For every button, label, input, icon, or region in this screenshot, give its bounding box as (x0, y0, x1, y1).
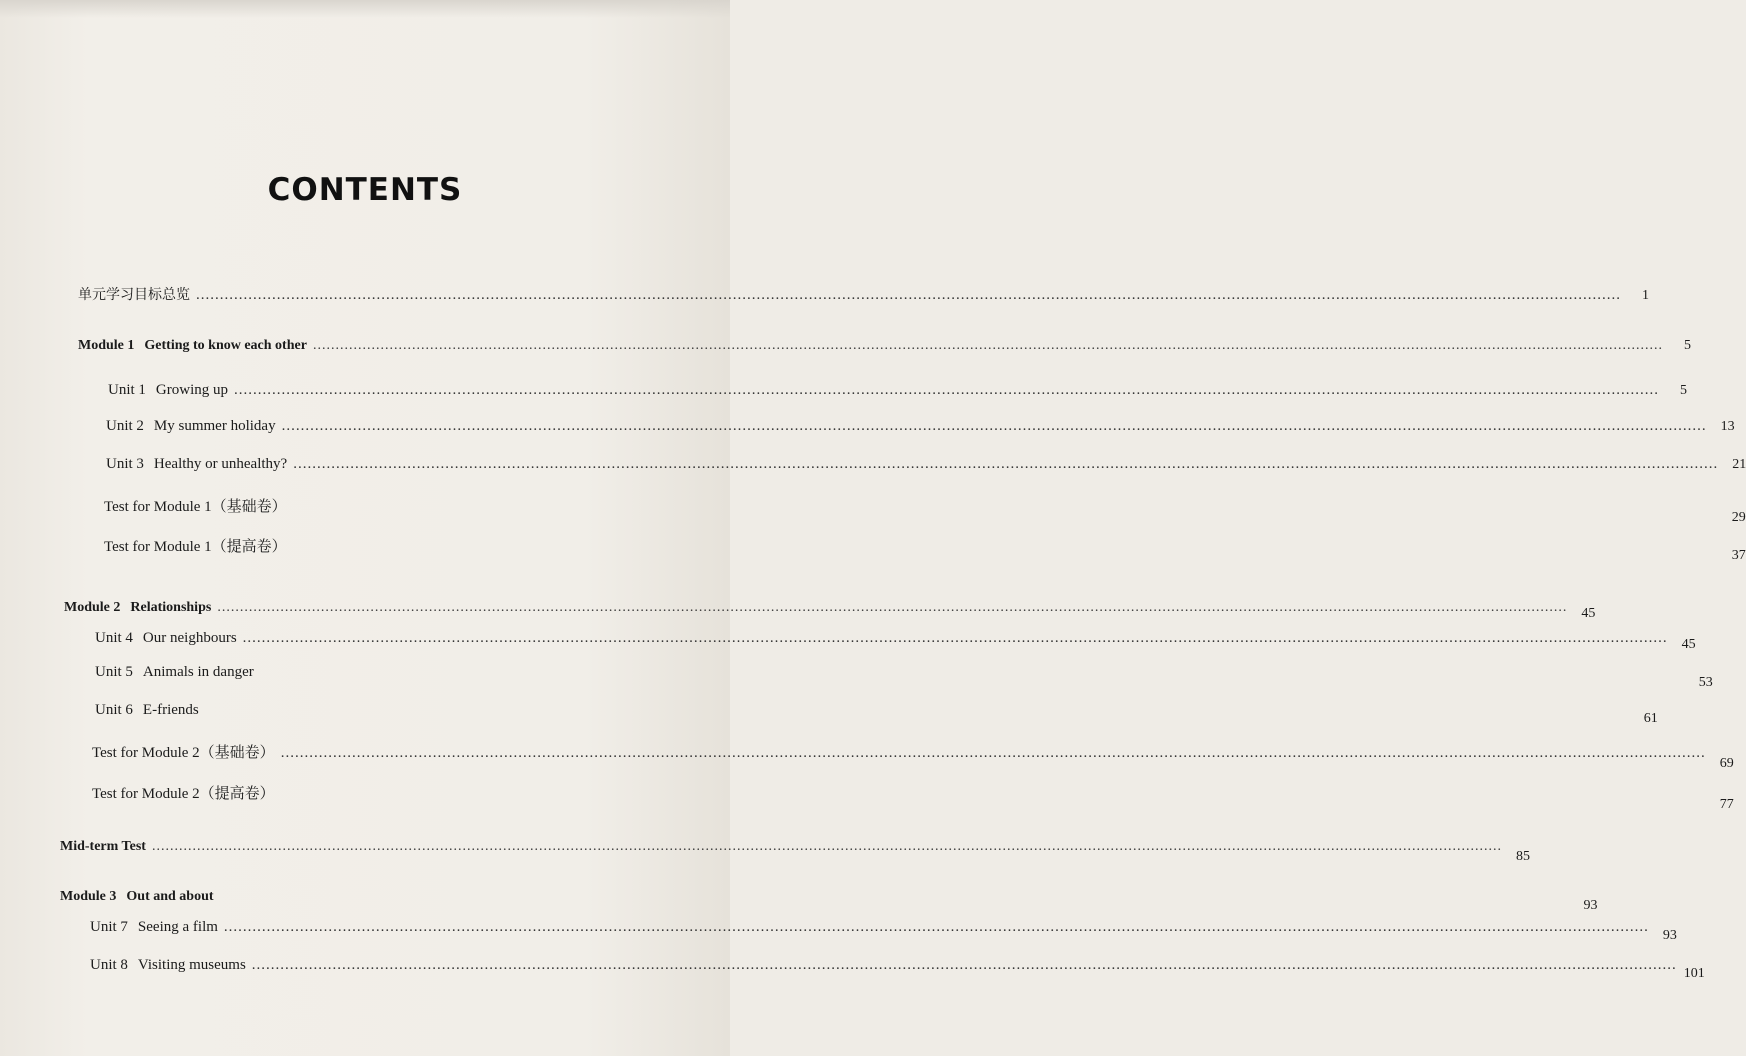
page-title: CONTENTS (267, 172, 463, 208)
toc-entry-page: 69 (1719, 756, 1734, 771)
toc-entry-label (95, 702, 199, 719)
toc-leader-dots: ............................................................................................................................................................................................................................................................................................................ (196, 287, 1621, 303)
toc-entry-page: 53 (1698, 675, 1713, 690)
toc-entry-page: 29 (1731, 510, 1746, 525)
toc-leader-dots: ............................................................................................................................................................................................................................................................................................................ (242, 630, 1668, 646)
toc-entry-name: Healthy or unhealthy? (153, 456, 288, 472)
toc-entry-unit: Unit 6 (95, 702, 133, 718)
toc-entry-page: 93 (1583, 898, 1598, 913)
toc-entry-test-module-1-advanced[interactable] (104, 535, 1746, 563)
toc-entry-page: 13 (1720, 419, 1735, 434)
toc-entry-name: Animals in danger (142, 664, 254, 680)
toc-entry-page: 77 (1719, 797, 1734, 812)
toc-leader-dots: ............................................................................................................................................................................................................................................................................................................ (223, 919, 1649, 935)
toc-entry-name: Out and about (126, 889, 214, 904)
toc-entry-unit: Unit 4 (95, 630, 133, 646)
toc-entry-label (95, 630, 237, 647)
toc-entry-name: Visiting museums (137, 957, 246, 973)
toc-leader-dots: ............................................................................................................................................................................................................................................................................................................ (312, 338, 1663, 353)
toc-leader-dots: ............................................................................................................................................................................................................................................................................................................ (151, 839, 1502, 854)
toc-entry-label: Test for Module 2（基础卷） (92, 745, 275, 761)
toc-leader-dots: ............................................................................................................................................................................................................................................................................................................ (234, 382, 1659, 398)
toc-entry-page: 101 (1683, 966, 1705, 981)
toc-entry-unit: Unit 2 (106, 418, 144, 434)
toc-leader-dots: ............................................................................................................................................................................................................................................................................................................ (251, 957, 1677, 973)
toc-entry-label (78, 338, 307, 354)
toc-entry-mid-term-test[interactable] (60, 839, 1530, 864)
toc-entry-page: 93 (1662, 928, 1677, 943)
toc-entry-label (106, 418, 276, 435)
toc-entry-unit: Unit 1 (108, 382, 146, 398)
toc-entry-label: Test for Module 2（提高卷） (92, 786, 275, 802)
toc-entry-unit: Unit 8 (90, 957, 128, 973)
toc-entry-test-module-2-basic[interactable] (92, 741, 1734, 771)
toc-entry-page: 45 (1681, 637, 1696, 652)
toc-entry-test-module-1-basic[interactable] (104, 495, 1746, 525)
toc-leader-dots: ............................................................................................................................................................................................................................................................................................................ (281, 418, 1707, 434)
toc-entry-label (90, 919, 218, 936)
toc-entry-page: 1 (1642, 288, 1649, 303)
toc-entry-name: Getting to know each other (144, 338, 307, 353)
toc-entry-page: 45 (1581, 606, 1596, 621)
toc-entry-label (60, 889, 214, 905)
toc-entry-overview[interactable] (78, 284, 1649, 304)
toc-entry-page: 21 (1732, 457, 1746, 472)
toc-entry-unit: Unit 5 (95, 664, 133, 680)
toc-entry-unit: Module 2 (64, 600, 121, 615)
toc-entry-test-module-2-advanced[interactable] (92, 782, 1734, 812)
toc-entry-label: Test for Module 1（提高卷） (104, 539, 287, 555)
toc-entry-label (108, 382, 228, 399)
toc-entry-unit: Unit 7 (90, 919, 128, 935)
toc-entry-module-1[interactable] (78, 338, 1691, 354)
toc-entry-page: 85 (1515, 849, 1530, 864)
toc-entry-module-2[interactable] (64, 600, 1596, 621)
toc-entry-label (106, 456, 287, 473)
toc-entry-module-3[interactable] (60, 889, 1598, 913)
toc-entry-page: 61 (1643, 711, 1658, 726)
toc-entry-unit: Unit 3 (106, 456, 144, 472)
toc-entry-page: 5 (1683, 338, 1691, 353)
toc-entry-unit-6[interactable] (95, 702, 1658, 726)
toc-entry-label: 单元学习目标总览 (78, 287, 190, 303)
toc-entry-unit-2[interactable] (106, 418, 1735, 435)
toc-entry-name: E-friends (142, 702, 199, 718)
toc-entry-page: 5 (1680, 383, 1687, 398)
toc-entry-label (95, 664, 254, 681)
toc-entry-page: 37 (1731, 548, 1746, 563)
toc-entry-label (90, 957, 246, 974)
toc-entry-unit-5[interactable] (95, 664, 1713, 690)
toc-entry-name: Growing up (155, 382, 228, 398)
toc-leader-dots: ............................................................................................................................................................................................................................................................................................................ (293, 456, 1719, 472)
toc-entry-unit: Module 1 (78, 338, 135, 353)
toc-entry-name: Seeing a film (137, 919, 218, 935)
toc-entry-label (64, 600, 211, 616)
toc-entry-name: Relationships (130, 600, 212, 615)
toc-entry-unit-4[interactable] (95, 630, 1696, 652)
toc-entry-name: Our neighbours (142, 630, 237, 646)
toc-entry-unit-8[interactable] (90, 957, 1705, 981)
toc-entry-label: Test for Module 1（基础卷） (104, 499, 287, 515)
toc-entry-unit-3[interactable] (106, 456, 1746, 473)
toc-leader-dots: ............................................................................................................................................................................................................................................................................................................ (217, 600, 1568, 615)
toc-entry-label: Mid-term Test (60, 839, 146, 854)
toc-entry-name: My summer holiday (153, 418, 276, 434)
toc-entry-unit: Module 3 (60, 889, 117, 904)
page-edge-shadow (0, 0, 730, 18)
toc-leader-dots: ............................................................................................................................................................................................................................................................................................................ (280, 745, 1706, 761)
toc-entry-unit-7[interactable] (90, 919, 1677, 943)
toc-entry-unit-1[interactable] (108, 382, 1687, 399)
